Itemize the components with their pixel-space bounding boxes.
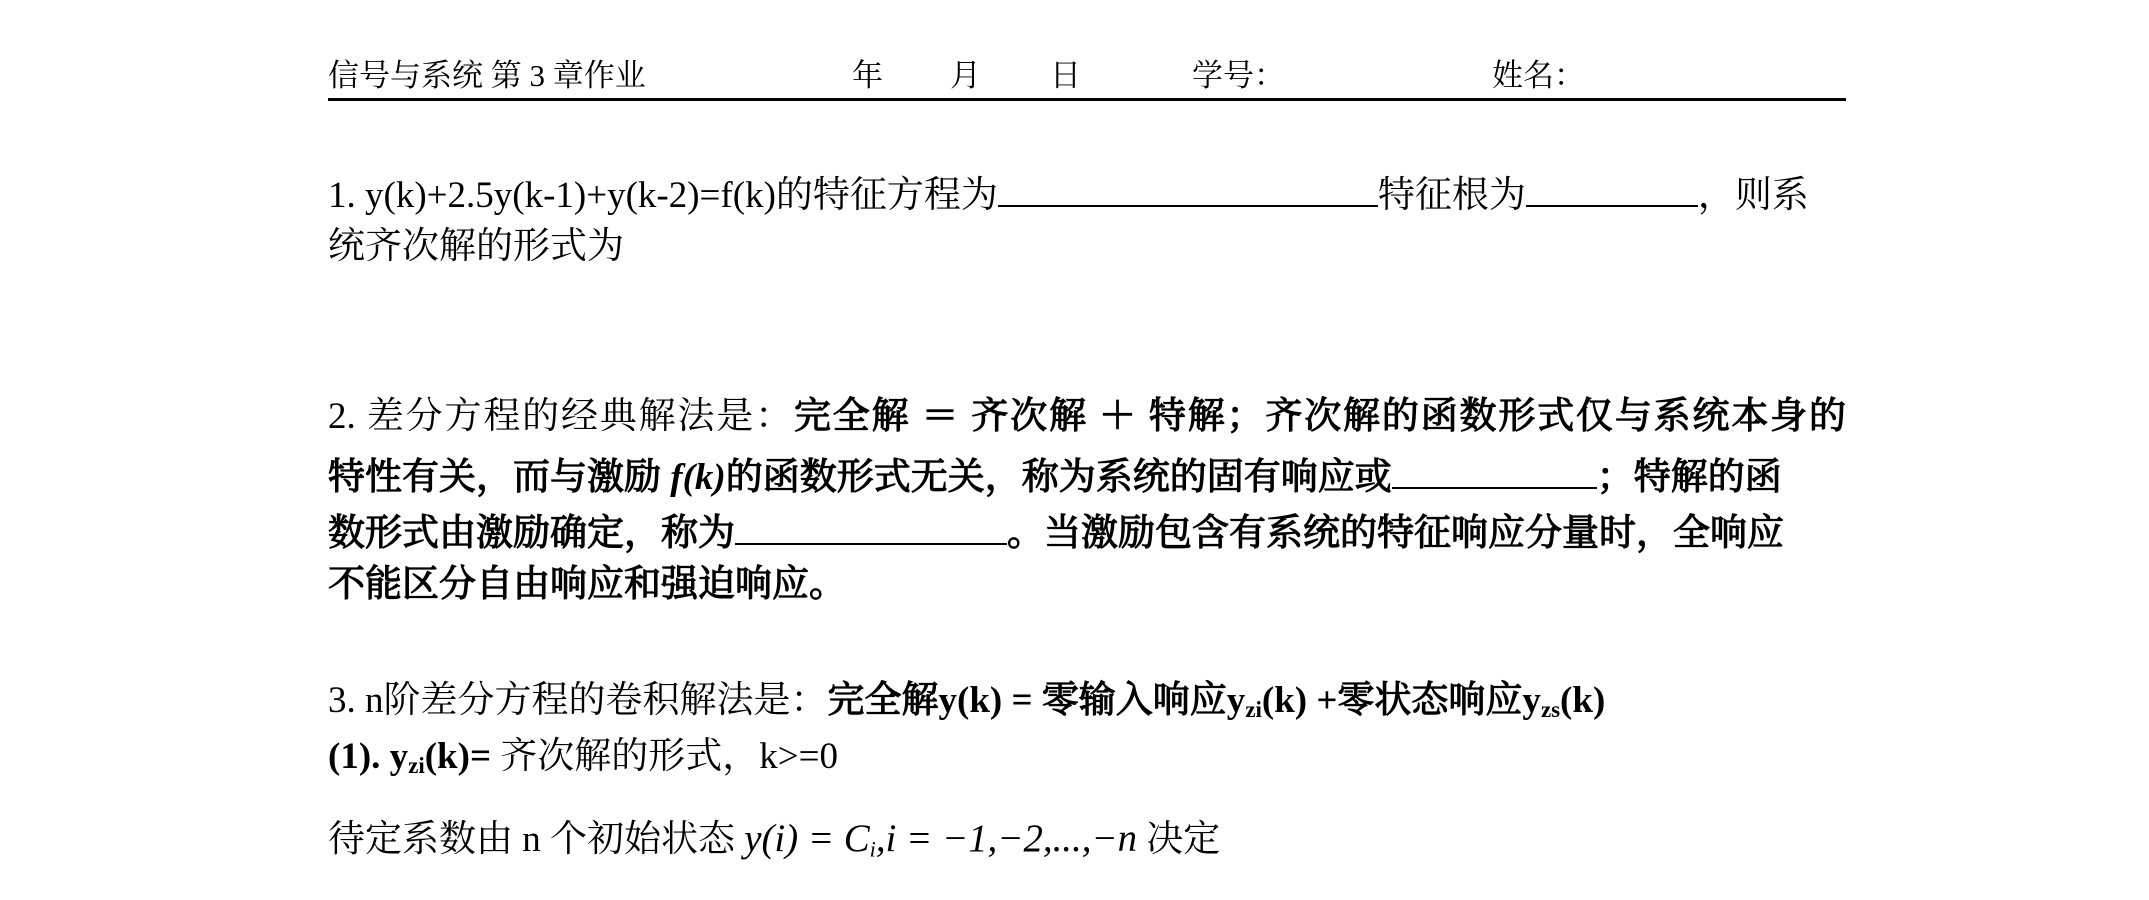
q3-text-3a: 待定系数由 n 个初始状态 (328, 819, 745, 860)
q2-intro: 2. 差分方程的经典解法是： (328, 396, 794, 437)
year-label: 年 (852, 58, 883, 93)
q2-line-3 (328, 504, 1846, 559)
page-header (328, 54, 1846, 101)
course-title: 信号与系统 第 3 章作业 (328, 58, 646, 93)
q3-bold-c: (k) (1560, 680, 1606, 721)
name-label: 姓名： (1492, 58, 1585, 93)
q1-blank-characteristic-equation[interactable] (998, 166, 1378, 207)
q3-intro: 3. n阶差分方程的卷积解法是： (328, 680, 828, 721)
q3-bold-a: 完全解y(k) = 零输入响应y (827, 680, 1246, 721)
q3-item-1c: 齐次解的形式，k>=0 (491, 736, 839, 777)
q2-text-3a: 数形式由激励确定，称为 (328, 512, 735, 554)
q1-text-a: 1. y(k)+2.5y(k-1)+y(k-2)=f(k)的特征方程为 (328, 174, 998, 216)
q3-sub-zi: zi (1245, 697, 1262, 723)
q3-sub-zs: zs (1540, 697, 1561, 723)
q3-math-range: ,i = −1,−2,...,−n (875, 817, 1138, 860)
q3-math-sub-i: i (869, 836, 876, 862)
q3-bold-b: (k) +零状态响应y (1261, 680, 1541, 721)
q1-blank-characteristic-roots[interactable] (1526, 166, 1698, 207)
q3-text-3b: 决定 (1137, 819, 1221, 860)
q3-math-initial-state: y(i) = C (744, 817, 870, 860)
q2-line-2 (328, 448, 1846, 503)
q3-line-2 (328, 732, 1846, 791)
q2-blank-natural-response[interactable] (1392, 448, 1597, 489)
q3-item-1-sub: zi (408, 753, 425, 779)
month-label: 月 (950, 58, 981, 93)
q1-line-2 (328, 222, 1846, 272)
q2-text-2a: 特性有关，而与激励 (328, 456, 671, 498)
q3-item-1a: (1). y (328, 736, 409, 777)
q2-text-2c: ；特解的函 (1596, 456, 1782, 498)
q2-line-1 (328, 392, 1846, 442)
q2-text-3b: 。当激励包含有系统的特征响应分量时，全响应 (1007, 512, 1784, 554)
q1-text-c: ，则系 (1697, 174, 1809, 216)
day-label: 日 (1050, 58, 1081, 93)
q1-text-d: 统齐次解的形式为 (328, 226, 624, 267)
q2-bold-text-1: 完全解 ＝ 齐次解 ＋ 特解；齐次解的函数形式仅与系统本身的 (793, 396, 1847, 437)
q1-line-1 (328, 166, 1846, 221)
q2-text-4: 不能区分自由响应和强迫响应。 (328, 564, 846, 605)
q2-text-2b: 的函数形式无关，称为系统的固有响应或 (725, 456, 1392, 498)
student-id-label: 学号： (1192, 58, 1285, 93)
q1-text-b: 特征根为 (1377, 174, 1526, 216)
q3-item-1b: (k)= (424, 736, 492, 777)
q2-line-4 (328, 560, 1846, 610)
q3-line-1 (328, 676, 1846, 735)
q2-fk: f(k) (670, 456, 726, 498)
q3-line-3 (328, 814, 1846, 875)
q2-blank-forced-response[interactable] (735, 504, 1007, 545)
